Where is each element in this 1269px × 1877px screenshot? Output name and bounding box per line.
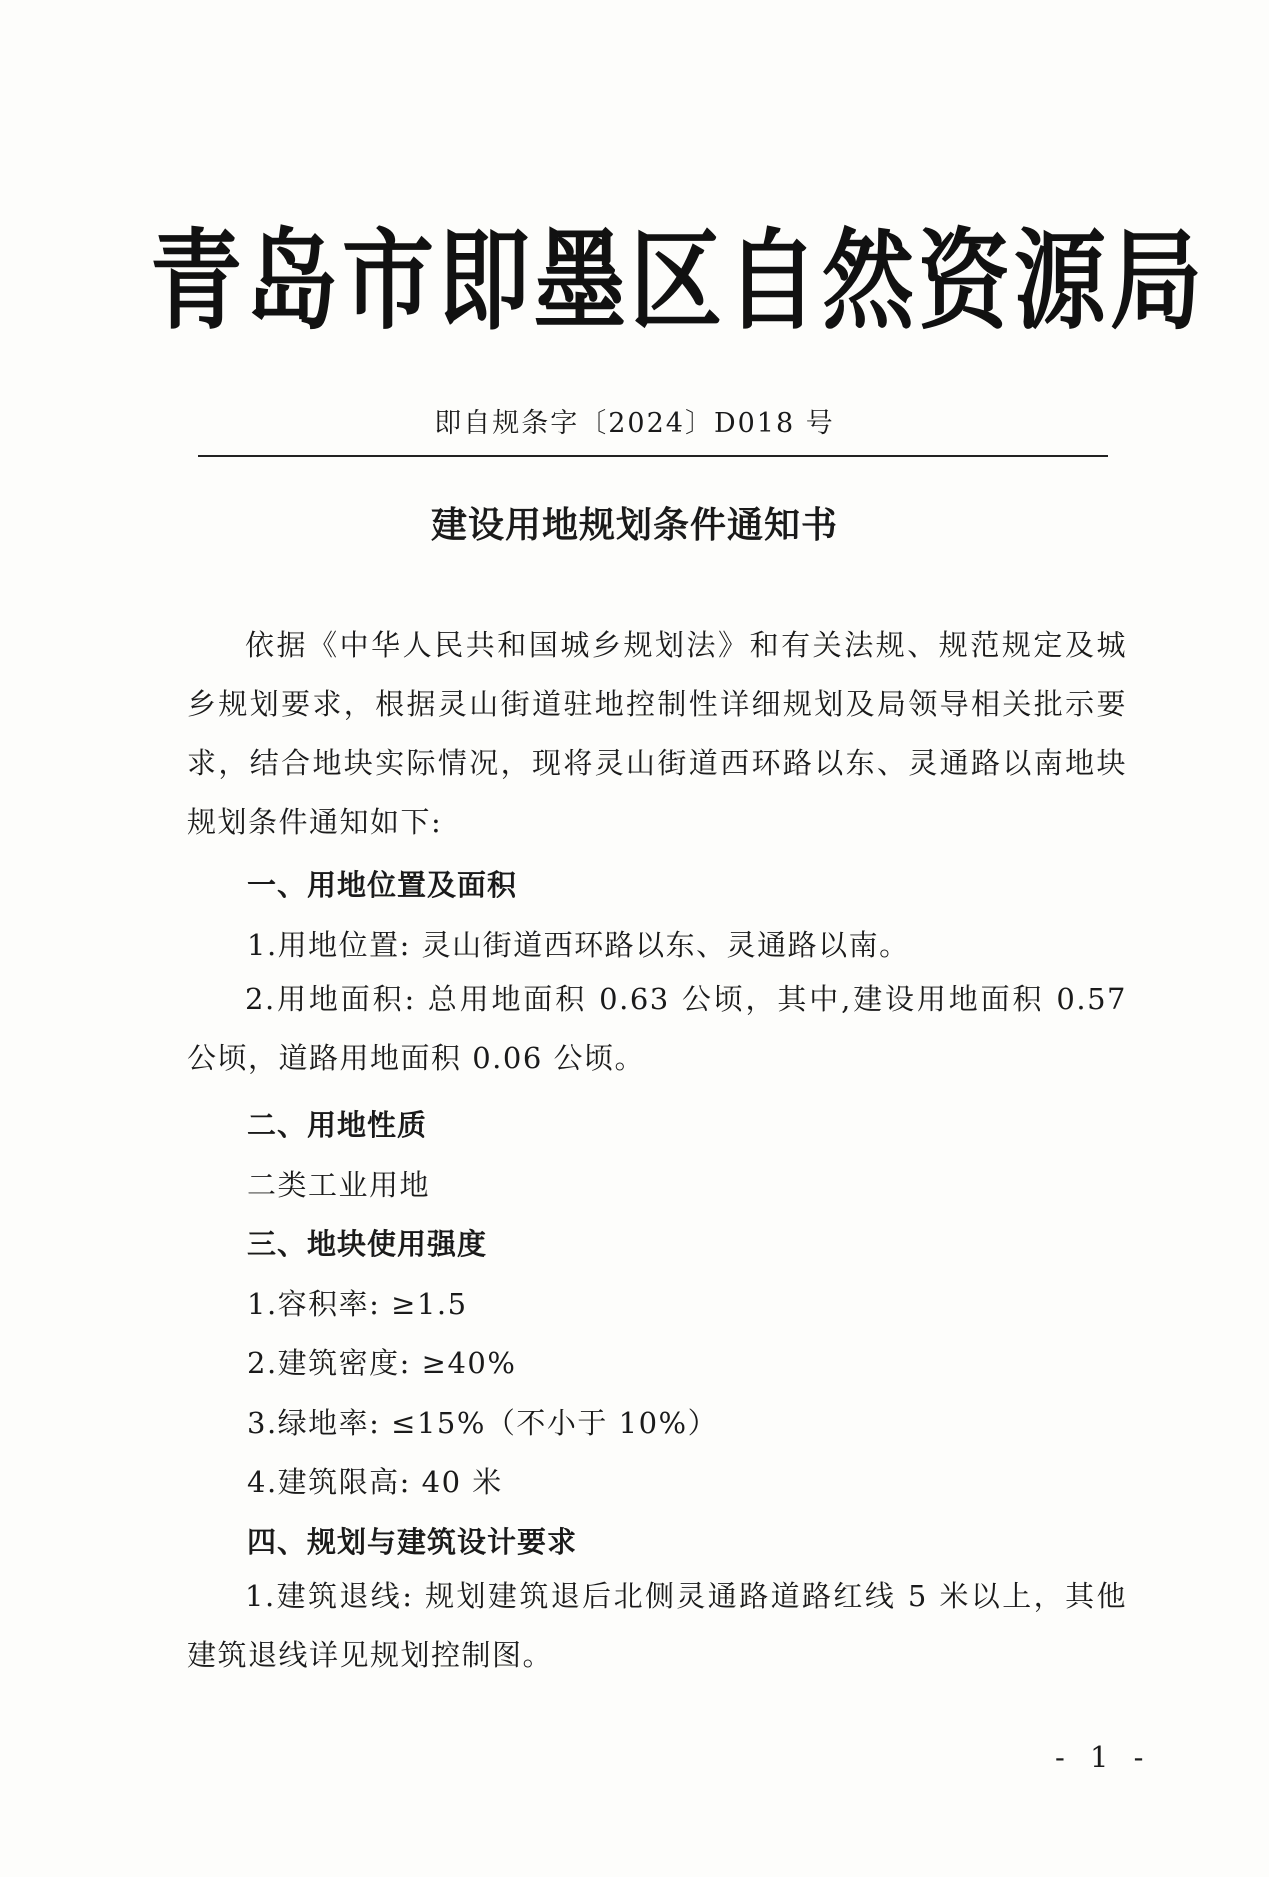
section-4-item-1: 1.建筑退线: 规划建筑退后北侧灵通路道路红线 5 米以上，其他建筑退线详见规划控制图。 (187, 1579, 1127, 1672)
section-4-heading: 四、规划与建筑设计要求 (247, 1525, 578, 1559)
intro-paragraph: 依据《中华人民共和国城乡规划法》和有关法规、规范规定及城乡规划要求，根据灵山街道驻地控制性详细规划及局领导相关批示要求，结合地块实际情况，现将灵山街道西环路以东、灵通路以南地块规划条件通知如下: (187, 628, 1127, 839)
section-2-heading: 二、用地性质 (247, 1108, 428, 1142)
header-divider (198, 455, 1108, 457)
section-3-item-3: 3.绿地率: ≤15%（不小于 10%） (247, 1406, 719, 1440)
document-number: 即自规条字〔2024〕D018 号 (434, 408, 835, 439)
section-3-item-4: 4.建筑限高: 40 米 (247, 1465, 503, 1499)
agency-title: 青岛市即墨区自然资源局 (150, 217, 1207, 345)
page-number: - 1 - (1055, 1740, 1152, 1774)
section-1-item-2: 2.用地面积: 总用地面积 0.63 公顷，其中,建设用地面积 0.57 公顷，道路用地面积 0.06 公顷。 (187, 982, 1127, 1075)
section-1-heading: 一、用地位置及面积 (247, 868, 518, 902)
section-3-item-1: 1.容积率: ≥1.5 (247, 1287, 468, 1321)
section-1-item-1: 1.用地位置: 灵山街道西环路以东、灵通路以南。 (247, 928, 910, 962)
notice-title: 建设用地规划条件通知书 (430, 505, 838, 546)
section-3-item-2: 2.建筑密度: ≥40% (247, 1346, 517, 1380)
section-3-heading: 三、地块使用强度 (247, 1227, 488, 1261)
section-2-item-1: 二类工业用地 (247, 1168, 431, 1202)
